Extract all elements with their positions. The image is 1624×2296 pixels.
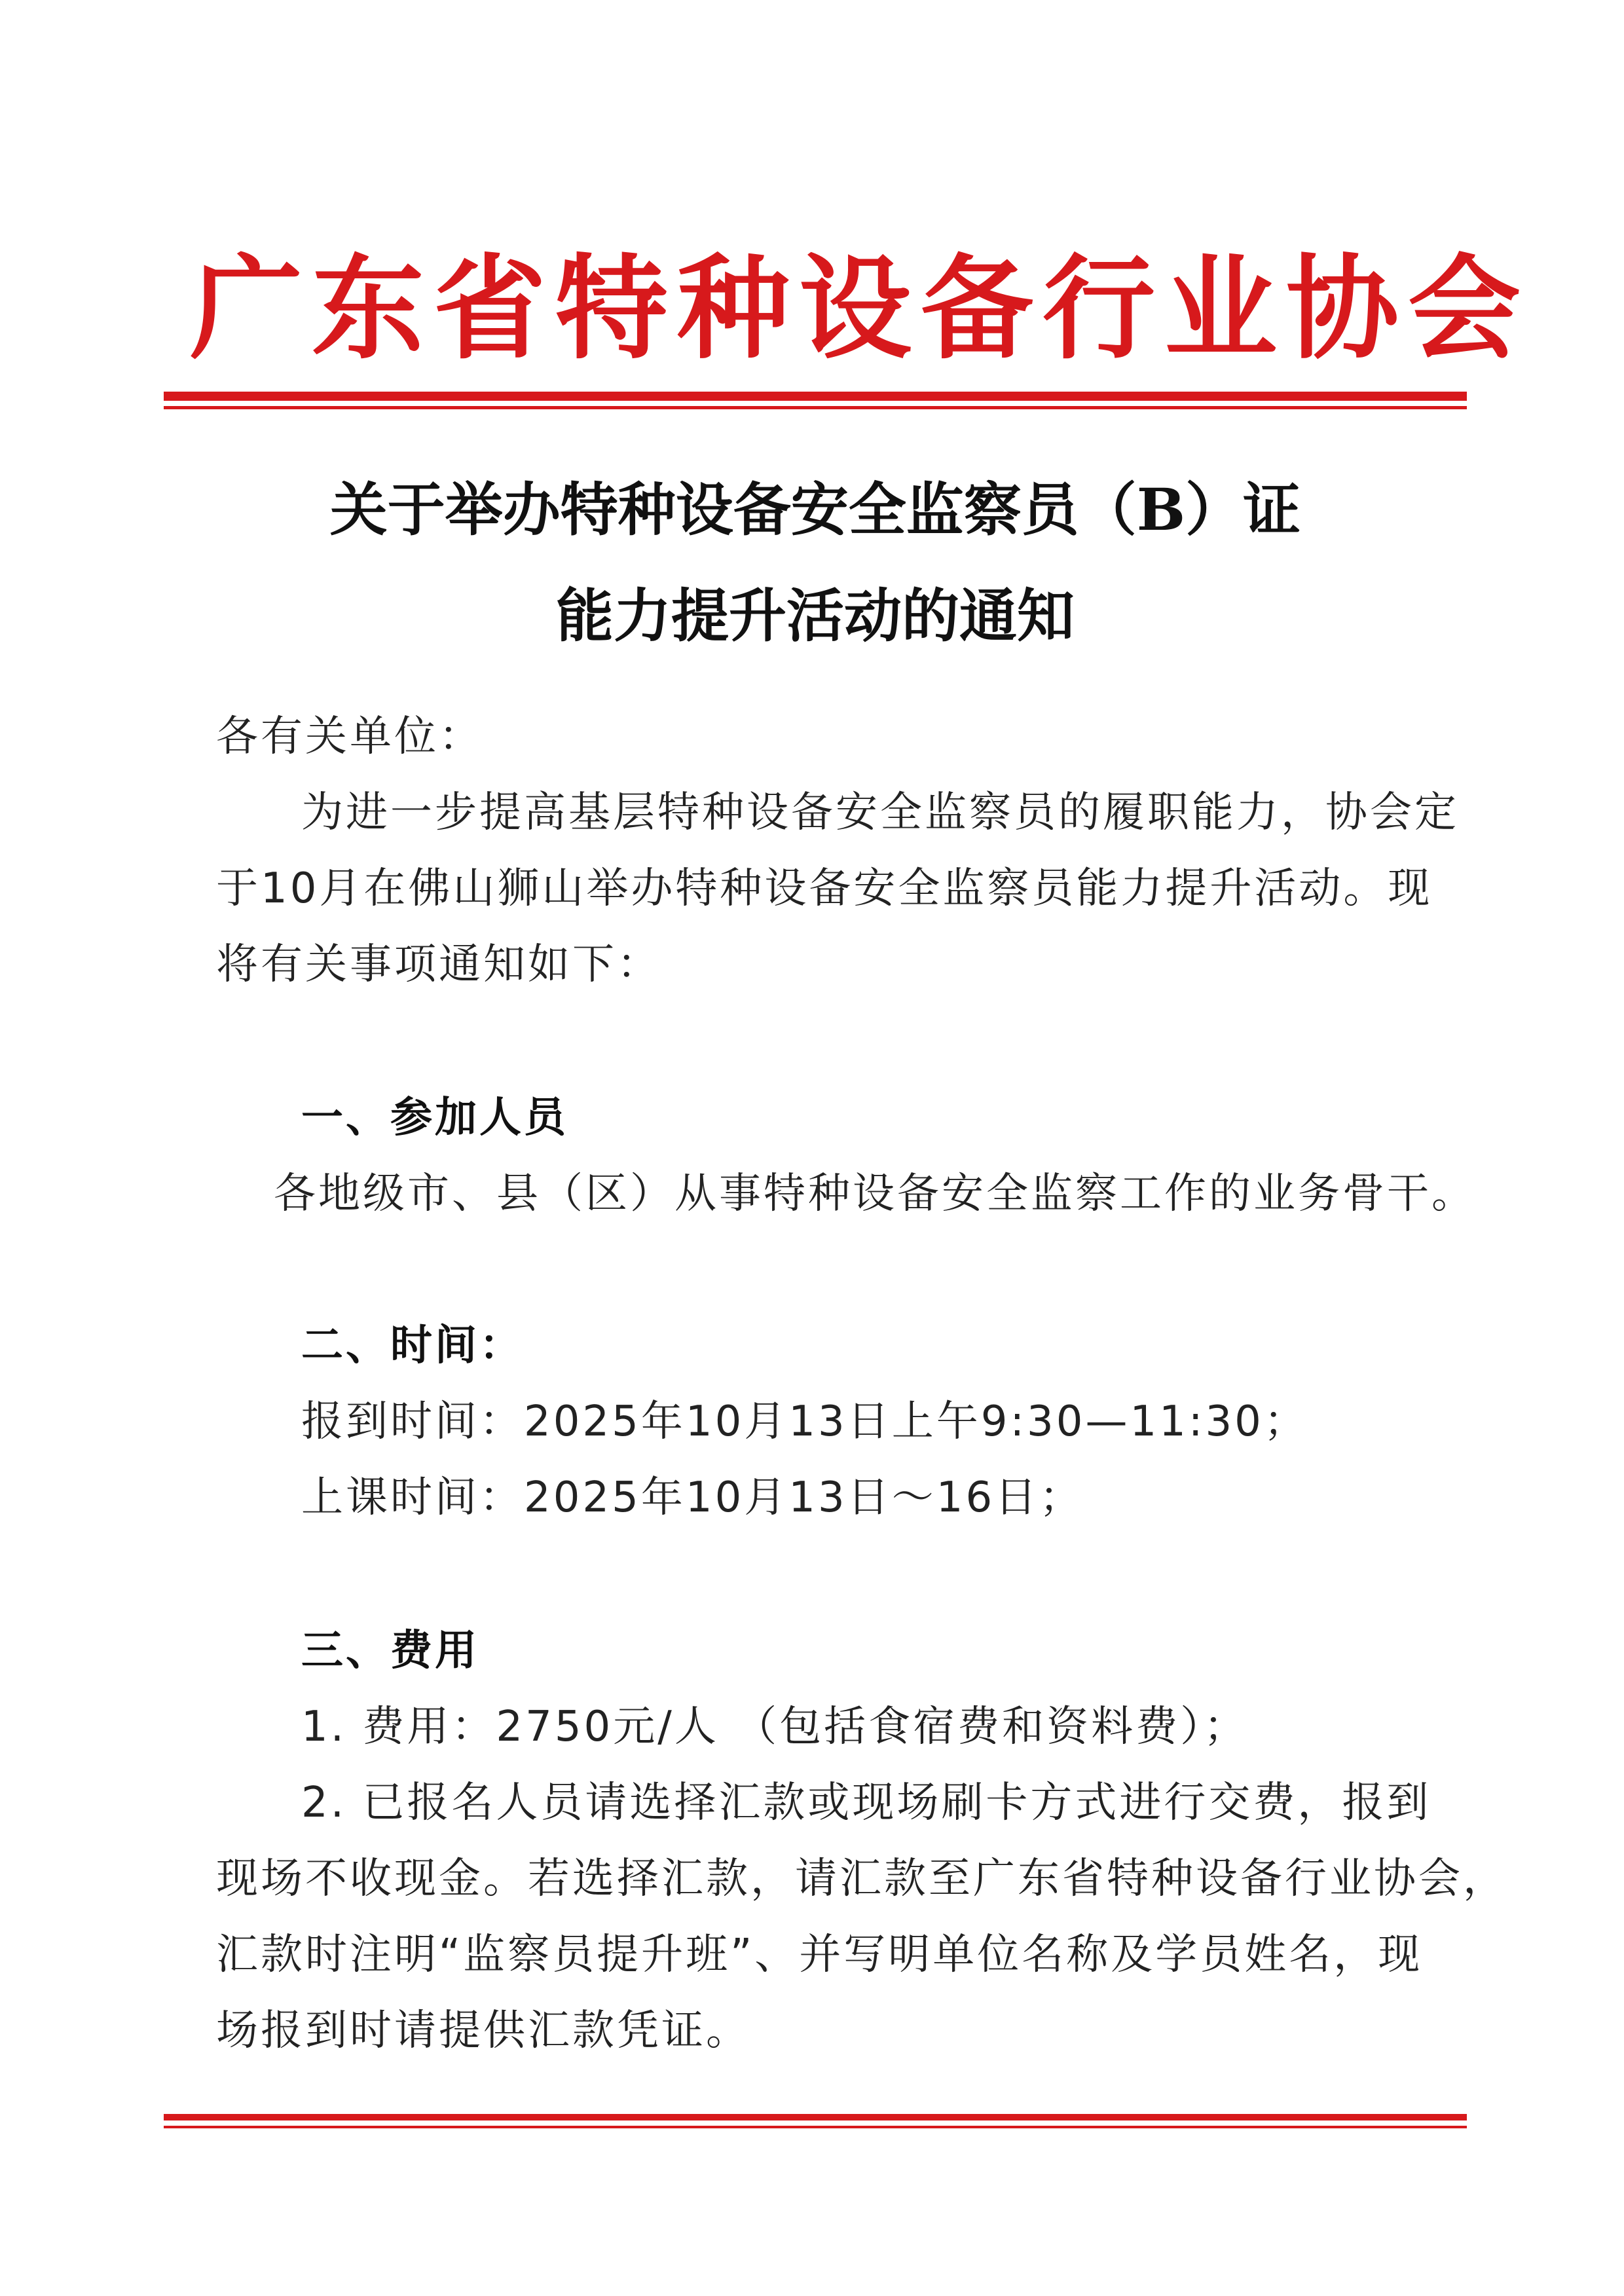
section-2-heading: 二、时间：: [301, 1322, 524, 1370]
intro-line-2: 于10月在佛山狮山举办特种设备安全监察员能力提升活动。现: [216, 864, 1433, 913]
intro-line-1: 为进一步提高基层特种设备安全监察员的履职能力，协会定: [301, 788, 1459, 837]
document-title-line-1: 关于举办特种设备安全监察员（B）证: [329, 475, 1301, 544]
fee-item-2-line-4: 场报到时请提供汇款凭证。: [216, 2007, 750, 2055]
checkin-time: 报到时间：2025年10月13日上午9:30—11:30；: [301, 1398, 1308, 1446]
fee-item-2-line-2: 现场不收现金。若选择汇款，请汇款至广东省特种设备行业协会，: [216, 1855, 1507, 1903]
section-3-heading: 三、费用: [301, 1627, 479, 1675]
fee-item-2-line-1: 2. 已报名人员请选择汇款或现场刷卡方式进行交费，报到: [301, 1779, 1431, 1827]
fee-item-2-line-3: 汇款时注明“监察员提升班”、并写明单位名称及学员姓名，现: [216, 1931, 1423, 1979]
section-1-text: 各地级市、县（区）从事特种设备安全监察工作的业务骨干。: [274, 1170, 1476, 1218]
document-title-line-2: 能力提升活动的通知: [555, 582, 1075, 650]
footer-rule-thick: [164, 2114, 1467, 2120]
fee-item-1: 1. 费用：2750元/人 （包括食宿费和资料费）；: [301, 1703, 1249, 1751]
section-1-heading: 一、参加人员: [301, 1094, 568, 1142]
org-letterhead: 广东省特种设备行业协会: [190, 243, 1530, 375]
class-time: 上课时间：2025年10月13日～16日；: [301, 1473, 1084, 1522]
header-rule-thick: [164, 392, 1467, 401]
header-rule-thin: [164, 406, 1467, 409]
intro-line-3: 将有关事项通知如下：: [216, 940, 661, 989]
salutation: 各有关单位：: [216, 713, 483, 761]
footer-rule-thin: [164, 2126, 1467, 2128]
